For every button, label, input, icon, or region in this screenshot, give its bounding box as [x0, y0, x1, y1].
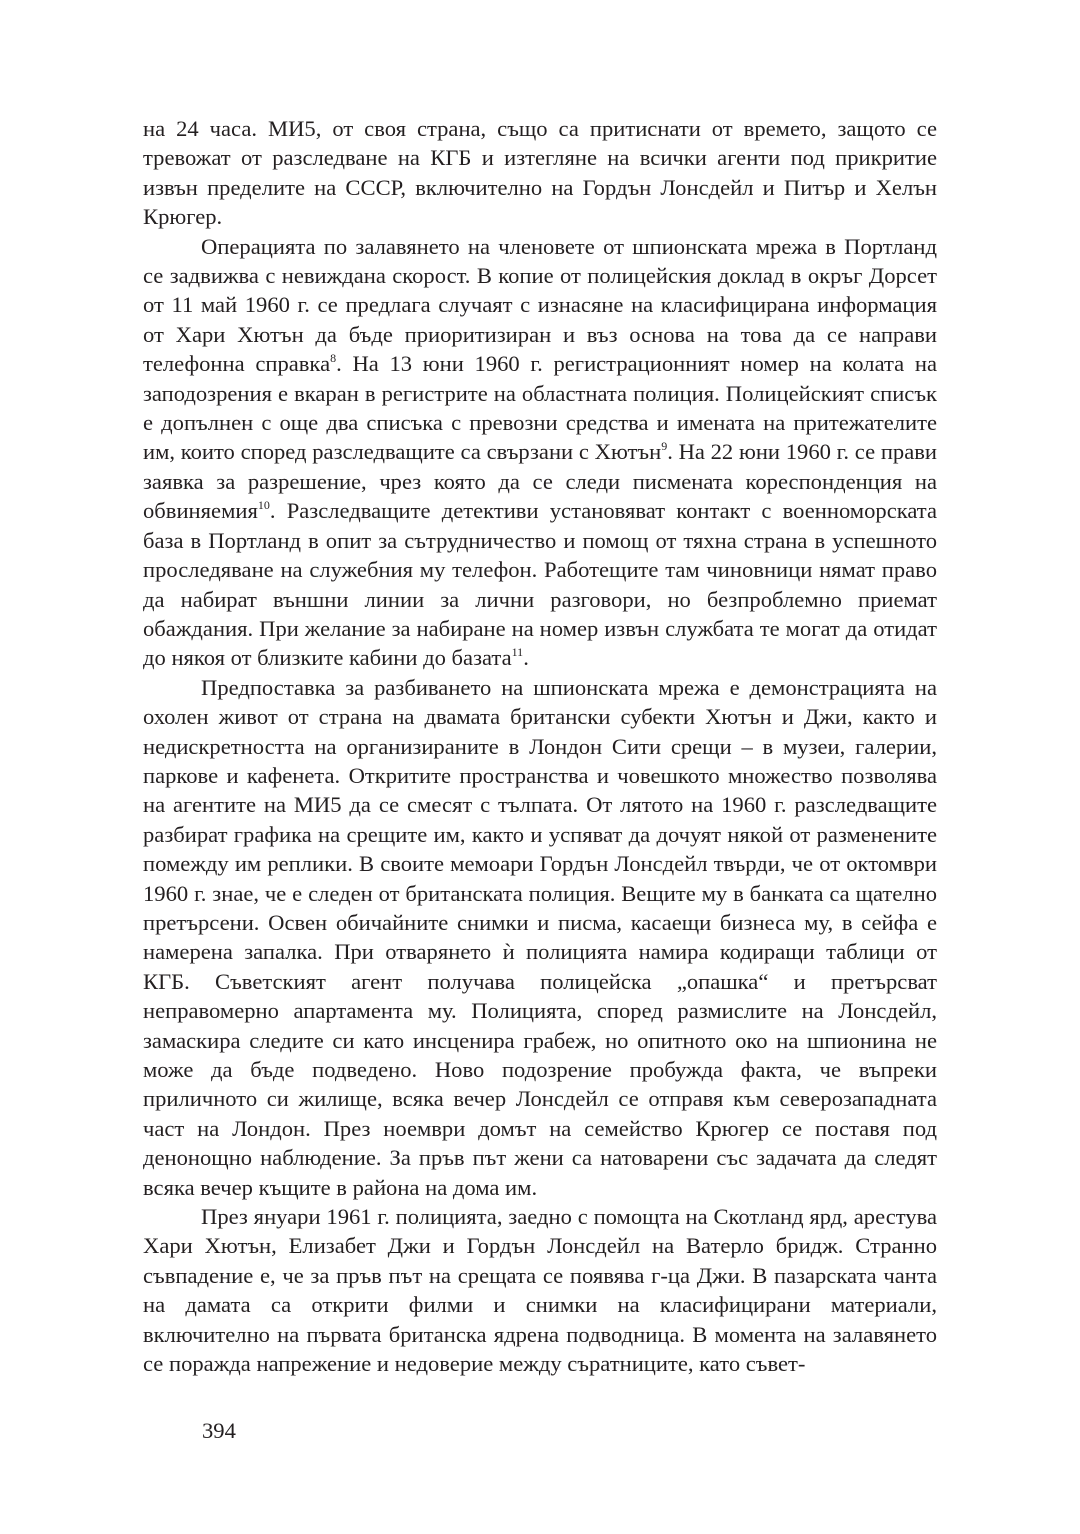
paragraph-text: на 24 часа. МИ5, от своя страна, също са притиснати от времето, защото се тревожат от разследване на КГБ и изтегляне на всички агенти под прикритие извън пределите на СССР, включително на Гордън Лонсдейл и Питър и Хелън Крюгер.	[143, 116, 937, 230]
page-body	[143, 114, 937, 1378]
body-paragraph	[143, 114, 937, 232]
page-number: 394	[202, 1418, 236, 1443]
footnote-reference: 8	[330, 351, 337, 366]
paragraph-text: . На 22 юни 1960 г. се прави заявка за разрешение, чрез която да се следи писмената кореспонденция на обвиняемия	[143, 439, 938, 524]
body-paragraph	[143, 1202, 937, 1378]
paragraph-text: Операцията по залавянето на членовете от шпионската мрежа в Портланд се задвижва с невиждана скорост. В копие от полицейския доклад в окръг Дорсет от 11 май 1960 г. се предлага случаят с изнасяне на класифицирана информация от Хари Хютън да бъде приоритизиран и въз основа на това да се направи телефонна справка	[143, 233, 937, 377]
footnote-reference: 9	[661, 439, 668, 454]
paragraph-text: .	[523, 645, 529, 671]
body-paragraph	[143, 673, 937, 1202]
footnote-reference: 10	[257, 498, 270, 513]
paragraph-text: . Разследващите детективи установяват контакт с военноморската база в Портланд в опит за сътрудничество и помощ от тяхна страна в успешното проследяване на служебния му телефон. Работещите там чиновници нямат право да набират външни линии за лични разговори, но безпроблемно приемат обаждания. При желание за набиране на номер извън службата те могат да отидат до някоя от близките кабини до базата	[143, 498, 937, 671]
footnote-reference: 11	[511, 645, 524, 660]
body-paragraph	[143, 232, 937, 673]
paragraph-text: Предпоставка за разбиването на шпионската мрежа е демонстрацията на охолен живот от страна на двамата британски субекти Хютън и Джи, както и недискретността на организираните в Лондон Сити срещи – в музеи, галерии, паркове и кафенета. Откритите пространства и човешкото множество позволява на агентите на МИ5 да се смесят с тълпата. От лятото на 1960 г. разследващите разбират графика на срещите им, както и успяват да дочуят някой от разменените помежду им реплики. В своите мемоари Гордън Лонсдейл твърди, че от октомври 1960 г. знае, че е следен от британската полиция. Вещите му в банката са щателно претърсени. Освен обичайните снимки и писма, касаещи бизнеса му, в сейфа е намерена запалка. При отварянето ѝ полицията намира кодиращи таблици от КГБ. Съветският агент получава полицейска „опашка“ и претърсват неправомерно апартамента му. Полицията, според размислите на Лонсдейл, замаскира следите си като инсценира грабеж, но опитното око на шпионина не може да бъде подведено. Ново подозрение пробужда факта, че въпреки приличното си жилище, всяка вечер Лонсдейл се отправя към северозападната част на Лондон. През ноември домът на семейство Крюгер се поставя под денонощно наблюдение. За пръв път жени са натоварени със задачата да следят всяка вечер къщите в района на дома им.	[143, 674, 937, 1200]
paragraph-text: През януари 1961 г. полицията, заедно с помощта на Скотланд ярд, арестува Хари Хютън, Елизабет Джи и Гордън Лонсдейл на Ватерло бридж. Странно съвпадение е, че за пръв път на срещата се появява г-ца Джи. В пазарската чанта на дамата са открити филми и снимки на класифицирани материали, включително на първата британска ядрена подводница. В момента на залавянето се поражда напрежение и недоверие между съратниците, като съвет-	[143, 1204, 937, 1377]
paragraph-text: . На 13 юни 1960 г. регистрационният номер на колата на заподозрения е вкаран в регистрите на областната полиция. Полицейският списък е допълнен с още два списъка с превозни средства и имената на притежателите им, които според разследващите са свързани с Хютън	[143, 351, 937, 465]
